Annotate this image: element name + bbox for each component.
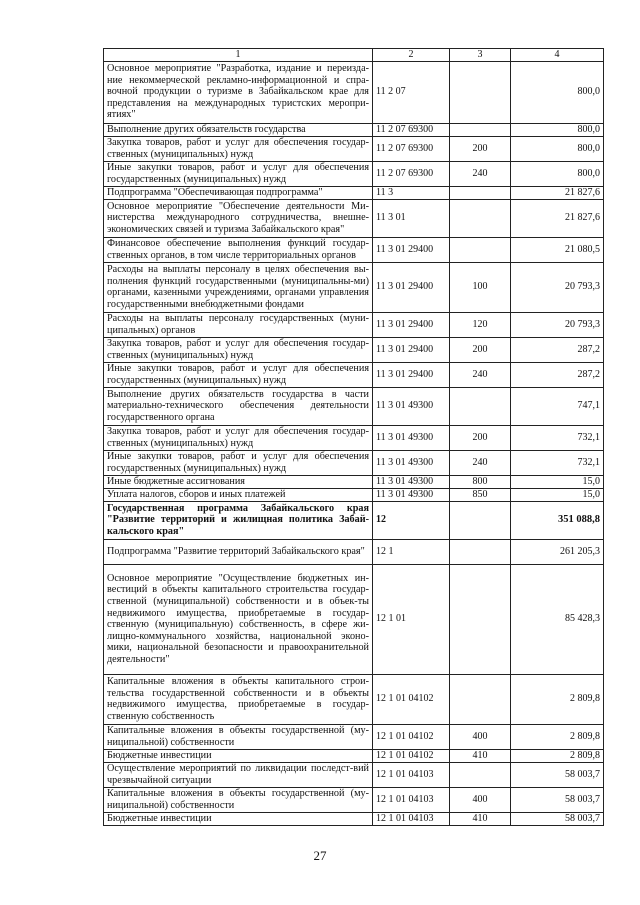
row-type-cell: 240: [450, 161, 511, 186]
header-col-1: 1: [104, 49, 373, 62]
row-amount-cell: 747,1: [511, 387, 604, 425]
row-amount-cell: 261 205,3: [511, 539, 604, 564]
row-type-cell: 850: [450, 488, 511, 501]
row-code-cell: 12 1 01 04103: [373, 812, 450, 825]
row-code-cell: 11 3 01 49300: [373, 425, 450, 450]
table-row: [104, 199, 604, 237]
row-code-cell: 12 1 01: [373, 564, 450, 674]
row-name-cell: Иные закупки товаров, работ и услуг для обеспечения государственных (муниципальных) нужд: [104, 362, 373, 387]
table-row: [104, 425, 604, 450]
row-code-cell: 12: [373, 501, 450, 539]
table-row: [104, 501, 604, 539]
row-amount-cell: 287,2: [511, 362, 604, 387]
row-code-cell: 11 2 07 69300: [373, 123, 450, 136]
row-amount-cell: 800,0: [511, 61, 604, 123]
table-row: [104, 674, 604, 724]
row-amount-cell: 21 827,6: [511, 186, 604, 199]
row-name-cell: Закупка товаров, работ и услуг для обеспечения государ-ственных (муниципальных) нужд: [104, 337, 373, 362]
row-amount-cell: 21 080,5: [511, 237, 604, 262]
row-type-cell: 800: [450, 475, 511, 488]
table-row: [104, 724, 604, 749]
row-code-cell: 11 3 01 29400: [373, 362, 450, 387]
row-code-cell: 11 3: [373, 186, 450, 199]
row-amount-cell: 800,0: [511, 136, 604, 161]
row-code-cell: 11 2 07 69300: [373, 136, 450, 161]
row-code-cell: 12 1: [373, 539, 450, 564]
row-name-cell: Уплата налогов, сборов и иных платежей: [104, 488, 373, 501]
row-name-cell: Выполнение других обязательств государства в части материально-технического обеспечения деятельности государственного органа: [104, 387, 373, 425]
table-row: [104, 762, 604, 787]
table-row: [104, 237, 604, 262]
row-type-cell: [450, 237, 511, 262]
row-type-cell: 240: [450, 450, 511, 475]
table-row: [104, 475, 604, 488]
row-type-cell: 410: [450, 749, 511, 762]
row-name-cell: Закупка товаров, работ и услуг для обеспечения государ-ственных (муниципальных) нужд: [104, 425, 373, 450]
row-name-cell: Основное мероприятие "Осуществление бюджетных ин-вестиций в объекты капитального строительства государ-ственной (муниципальной) собственности и в объек-ты недвижимого имущества, приобретаемые в государ-ственную (муниципальную) собственность, в сфере жи-лищно-коммунального хозяйства, национальной эконо-мики, национальной безопасности и правоохранительной деятельности": [104, 564, 373, 674]
row-type-cell: 410: [450, 812, 511, 825]
row-amount-cell: 85 428,3: [511, 564, 604, 674]
row-type-cell: [450, 501, 511, 539]
table-row: [104, 161, 604, 186]
table-row: [104, 539, 604, 564]
row-amount-cell: 2 809,8: [511, 724, 604, 749]
row-type-cell: [450, 762, 511, 787]
row-type-cell: 200: [450, 425, 511, 450]
budget-table-body: [104, 49, 604, 826]
row-name-cell: Иные бюджетные ассигнования: [104, 475, 373, 488]
row-amount-cell: 732,1: [511, 450, 604, 475]
row-amount-cell: 351 088,8: [511, 501, 604, 539]
table-row: [104, 362, 604, 387]
table-header-row: [104, 49, 604, 62]
row-amount-cell: 287,2: [511, 337, 604, 362]
row-name-cell: Подпрограмма "Развитие территорий Забайкальского края": [104, 539, 373, 564]
row-type-cell: [450, 674, 511, 724]
row-type-cell: 200: [450, 337, 511, 362]
table-row: [104, 488, 604, 501]
header-col-3: 3: [450, 49, 511, 62]
row-amount-cell: 15,0: [511, 475, 604, 488]
row-type-cell: 100: [450, 262, 511, 312]
row-name-cell: Основное мероприятие "Разработка, издание и переизда-ние некоммерческой рекламно-информационной и спра-вочной продукции о туризме в Забайкальском крае для представления на международных туристских меропри-ятиях": [104, 61, 373, 123]
row-name-cell: Основное мероприятие "Обеспечение деятельности Ми-нистерства международного сотрудничества, внешне-экономических связей и туризма Забайкальского края": [104, 199, 373, 237]
row-amount-cell: 58 003,7: [511, 787, 604, 812]
row-type-cell: 400: [450, 724, 511, 749]
row-amount-cell: 800,0: [511, 123, 604, 136]
row-name-cell: Расходы на выплаты персоналу в целях обеспечения вы-полнения функций государственными (муниципальны-ми) органами, казенными учреждениями, органами управления государственными внебюджетными фондами: [104, 262, 373, 312]
header-col-4: 4: [511, 49, 604, 62]
row-name-cell: Капитальные вложения в объекты государственной (му-ниципальной) собственности: [104, 787, 373, 812]
row-code-cell: 12 1 01 04102: [373, 724, 450, 749]
row-code-cell: 11 2 07 69300: [373, 161, 450, 186]
header-col-2: 2: [373, 49, 450, 62]
row-code-cell: 12 1 01 04102: [373, 749, 450, 762]
row-type-cell: [450, 539, 511, 564]
row-name-cell: Выполнение других обязательств государства: [104, 123, 373, 136]
table-row: [104, 262, 604, 312]
row-name-cell: Финансовое обеспечение выполнения функций государ-ственных органов, в том числе территориальных органов: [104, 237, 373, 262]
table-row: [104, 136, 604, 161]
row-amount-cell: 732,1: [511, 425, 604, 450]
row-amount-cell: 20 793,3: [511, 262, 604, 312]
table-row: [104, 312, 604, 337]
row-amount-cell: 2 809,8: [511, 674, 604, 724]
table-row: [104, 61, 604, 123]
row-amount-cell: 21 827,6: [511, 199, 604, 237]
table-row: [104, 787, 604, 812]
table-row: [104, 387, 604, 425]
budget-table: [103, 48, 604, 826]
row-name-cell: Бюджетные инвестиции: [104, 749, 373, 762]
row-type-cell: 400: [450, 787, 511, 812]
row-name-cell: Закупка товаров, работ и услуг для обеспечения государ-ственных (муниципальных) нужд: [104, 136, 373, 161]
row-code-cell: 12 1 01 04102: [373, 674, 450, 724]
row-code-cell: 11 3 01 49300: [373, 387, 450, 425]
row-code-cell: 12 1 01 04103: [373, 787, 450, 812]
table-row: [104, 450, 604, 475]
table-row: [104, 186, 604, 199]
table-row: [104, 337, 604, 362]
row-name-cell: Государственная программа Забайкальского края "Развитие территорий и жилищная политика Забай-кальского края": [104, 501, 373, 539]
row-code-cell: 11 3 01 29400: [373, 312, 450, 337]
row-name-cell: Бюджетные инвестиции: [104, 812, 373, 825]
row-type-cell: 120: [450, 312, 511, 337]
table-row: [104, 749, 604, 762]
row-code-cell: 11 3 01 49300: [373, 488, 450, 501]
row-code-cell: 11 3 01 29400: [373, 237, 450, 262]
row-code-cell: 12 1 01 04103: [373, 762, 450, 787]
row-name-cell: Иные закупки товаров, работ и услуг для обеспечения государственных (муниципальных) нужд: [104, 161, 373, 186]
row-code-cell: 11 3 01: [373, 199, 450, 237]
row-amount-cell: 58 003,7: [511, 812, 604, 825]
row-amount-cell: 800,0: [511, 161, 604, 186]
row-code-cell: 11 3 01 29400: [373, 262, 450, 312]
table-row: [104, 812, 604, 825]
row-amount-cell: 58 003,7: [511, 762, 604, 787]
table-row: [104, 564, 604, 674]
row-type-cell: [450, 564, 511, 674]
table-row: [104, 123, 604, 136]
row-type-cell: 200: [450, 136, 511, 161]
row-amount-cell: 15,0: [511, 488, 604, 501]
row-type-cell: [450, 186, 511, 199]
row-code-cell: 11 3 01 49300: [373, 450, 450, 475]
row-name-cell: Иные закупки товаров, работ и услуг для обеспечения государственных (муниципальных) нужд: [104, 450, 373, 475]
row-code-cell: 11 2 07: [373, 61, 450, 123]
row-amount-cell: 2 809,8: [511, 749, 604, 762]
row-type-cell: [450, 123, 511, 136]
row-type-cell: [450, 199, 511, 237]
row-name-cell: Осуществление мероприятий по ликвидации последст-вий чрезвычайной ситуации: [104, 762, 373, 787]
page-number: 27: [313, 848, 327, 863]
row-type-cell: [450, 387, 511, 425]
row-name-cell: Подпрограмма "Обеспечивающая подпрограмма": [104, 186, 373, 199]
row-type-cell: [450, 61, 511, 123]
row-name-cell: Капитальные вложения в объекты государственной (му-ниципальной) собственности: [104, 724, 373, 749]
row-name-cell: Капитальные вложения в объекты капитального строи-тельства государственной собственности и в объекты недвижимого имущества, приобретаемые в государ-ственную собственность: [104, 674, 373, 724]
row-code-cell: 11 3 01 49300: [373, 475, 450, 488]
row-type-cell: 240: [450, 362, 511, 387]
row-name-cell: Расходы на выплаты персоналу государственных (муни-ципальных) органов: [104, 312, 373, 337]
row-code-cell: 11 3 01 29400: [373, 337, 450, 362]
row-amount-cell: 20 793,3: [511, 312, 604, 337]
